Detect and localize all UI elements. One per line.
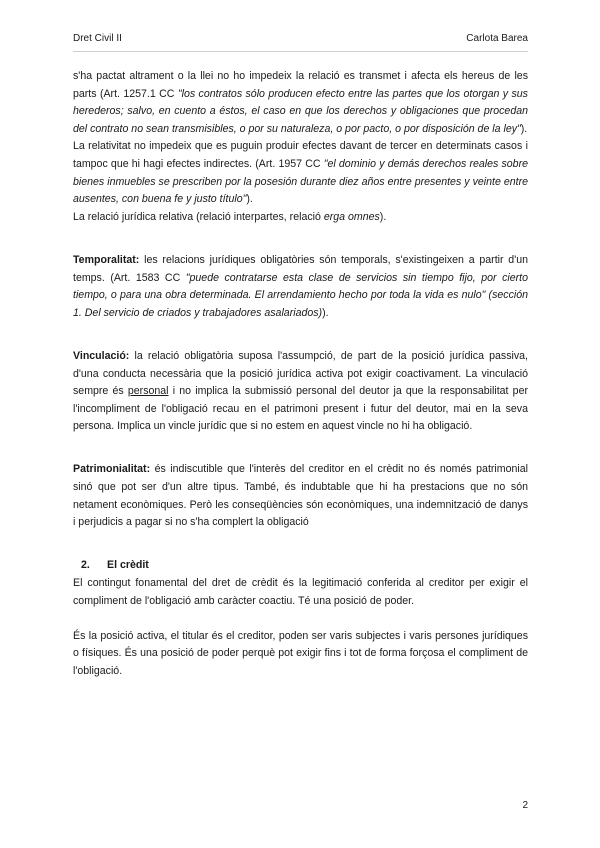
section-title: El crèdit (107, 559, 149, 572)
text-run: ). (322, 306, 329, 319)
paragraph-vinculacio (73, 348, 528, 436)
page-number: 2 (522, 800, 528, 811)
section-number: 2. (81, 559, 90, 572)
document-body (73, 68, 528, 681)
text-run: la relació obligatòria suposa l'assumpció, de part de la posició jurídica passiva, d'una conducta necessària que la posició jurídica activa pot exigir coactivament. La vinculació sempre és (73, 349, 528, 398)
text-run: ). (246, 193, 253, 206)
page-header (73, 33, 528, 47)
paragraph-temporalitat (73, 252, 528, 322)
text-run: La relació jurídica relativa (relació interpartes, relació (73, 210, 324, 223)
term-vinculacio: Vinculació: (73, 349, 130, 362)
header-course: Dret Civil II (73, 33, 122, 44)
quote-art-1583: "puede contratarse esta clase de servicios sin tiempo fijo, por cierto tiempo, o para una obra determinada. El arrendamiento hecho por toda la vida es nulo" (sección 1. Del servicio de criados y trabajadores asalariados) (73, 271, 528, 319)
paragraph-relativity-heirs (73, 68, 528, 138)
quote-art-1957: "el dominio y demás derechos reales sobre bienes inmuebles se prescriben por la posesión durante diez años entre presentes y veinte entre ausentes, con buena fe y justo título" (73, 157, 528, 206)
text-run: s'ha pactat altrament o la llei no ho impedeix la relació es transmet i afecta els hereus de les parts (Art. 1257.1 CC (73, 70, 528, 100)
header-author: Carlota Barea (466, 33, 528, 44)
text-run: La relativitat no impedeix que es puguin produir efectes davant de tercer en determinats casos i tampoc que hi hagi efectes indirectes. (Art. 1957 CC (73, 140, 528, 170)
paragraph-relativity-third-party (73, 138, 528, 208)
paragraph-active-position: És la posició activa, el titular és el creditor, poden ser varis subjectes i varis persones jurídiques o físiques. És una posició de poder perquè pot exigir fins i tot de forma forçosa el compliment de l'obligació. (73, 629, 528, 677)
term-erga-omnes: erga omnes (323, 210, 380, 223)
text-run: i no implica la submissió personal del deutor ja que la responsabilitat per l'incompliment de l'obligació recau en el patrimoni present i futur del deutor, mai en la seva persona. Implica un vincle jurídic que si no estem en aquest vincle no hi ha obligació. (73, 385, 528, 433)
term-patrimonialitat: Patrimonialitat: (73, 463, 151, 476)
text-run: ). (379, 210, 387, 223)
paragraph-relative-relation (73, 209, 528, 227)
underlined-term-personal: personal (127, 385, 169, 398)
text-run: ). (520, 122, 528, 135)
paragraph-credit-content: El contingut fonamental del dret de crèdit és la legitimació conferida al creditor per exigir el compliment de l'obligació amb caràcter coactiu. Té una posició de poder. (73, 577, 528, 607)
header-divider (73, 51, 528, 52)
section-heading-credit (73, 557, 528, 575)
text-run: les relacions jurídiques obligatòries són temporals, s'existingeixen a partir d'un temps. (Art. 1583 CC (73, 253, 528, 284)
paragraph-patrimonialitat (73, 461, 528, 531)
term-temporalitat: Temporalitat: (73, 253, 140, 266)
quote-art-1257: "los contratos sólo producen efecto entre las partes que los otorgan y sus herederos; salvo, en cuento a éstos, el caso en que los derechos y obligaciones que procedan del contrato no sean transmisibles, o por su naturaleza, o por pacto, o por disposición de la ley" (73, 87, 528, 135)
text-run: és indiscutible que l'interès del creditor en el crèdit no és només patrimonial sinó que pot ser d'un altre tipus. També, és indubtable que hi ha prestacions que no són netament econòmiques. Però les conseqüències són econòmiques, una indemnització de danys i perjudicis a pagar si no s'ha complert la obligació (73, 463, 528, 529)
